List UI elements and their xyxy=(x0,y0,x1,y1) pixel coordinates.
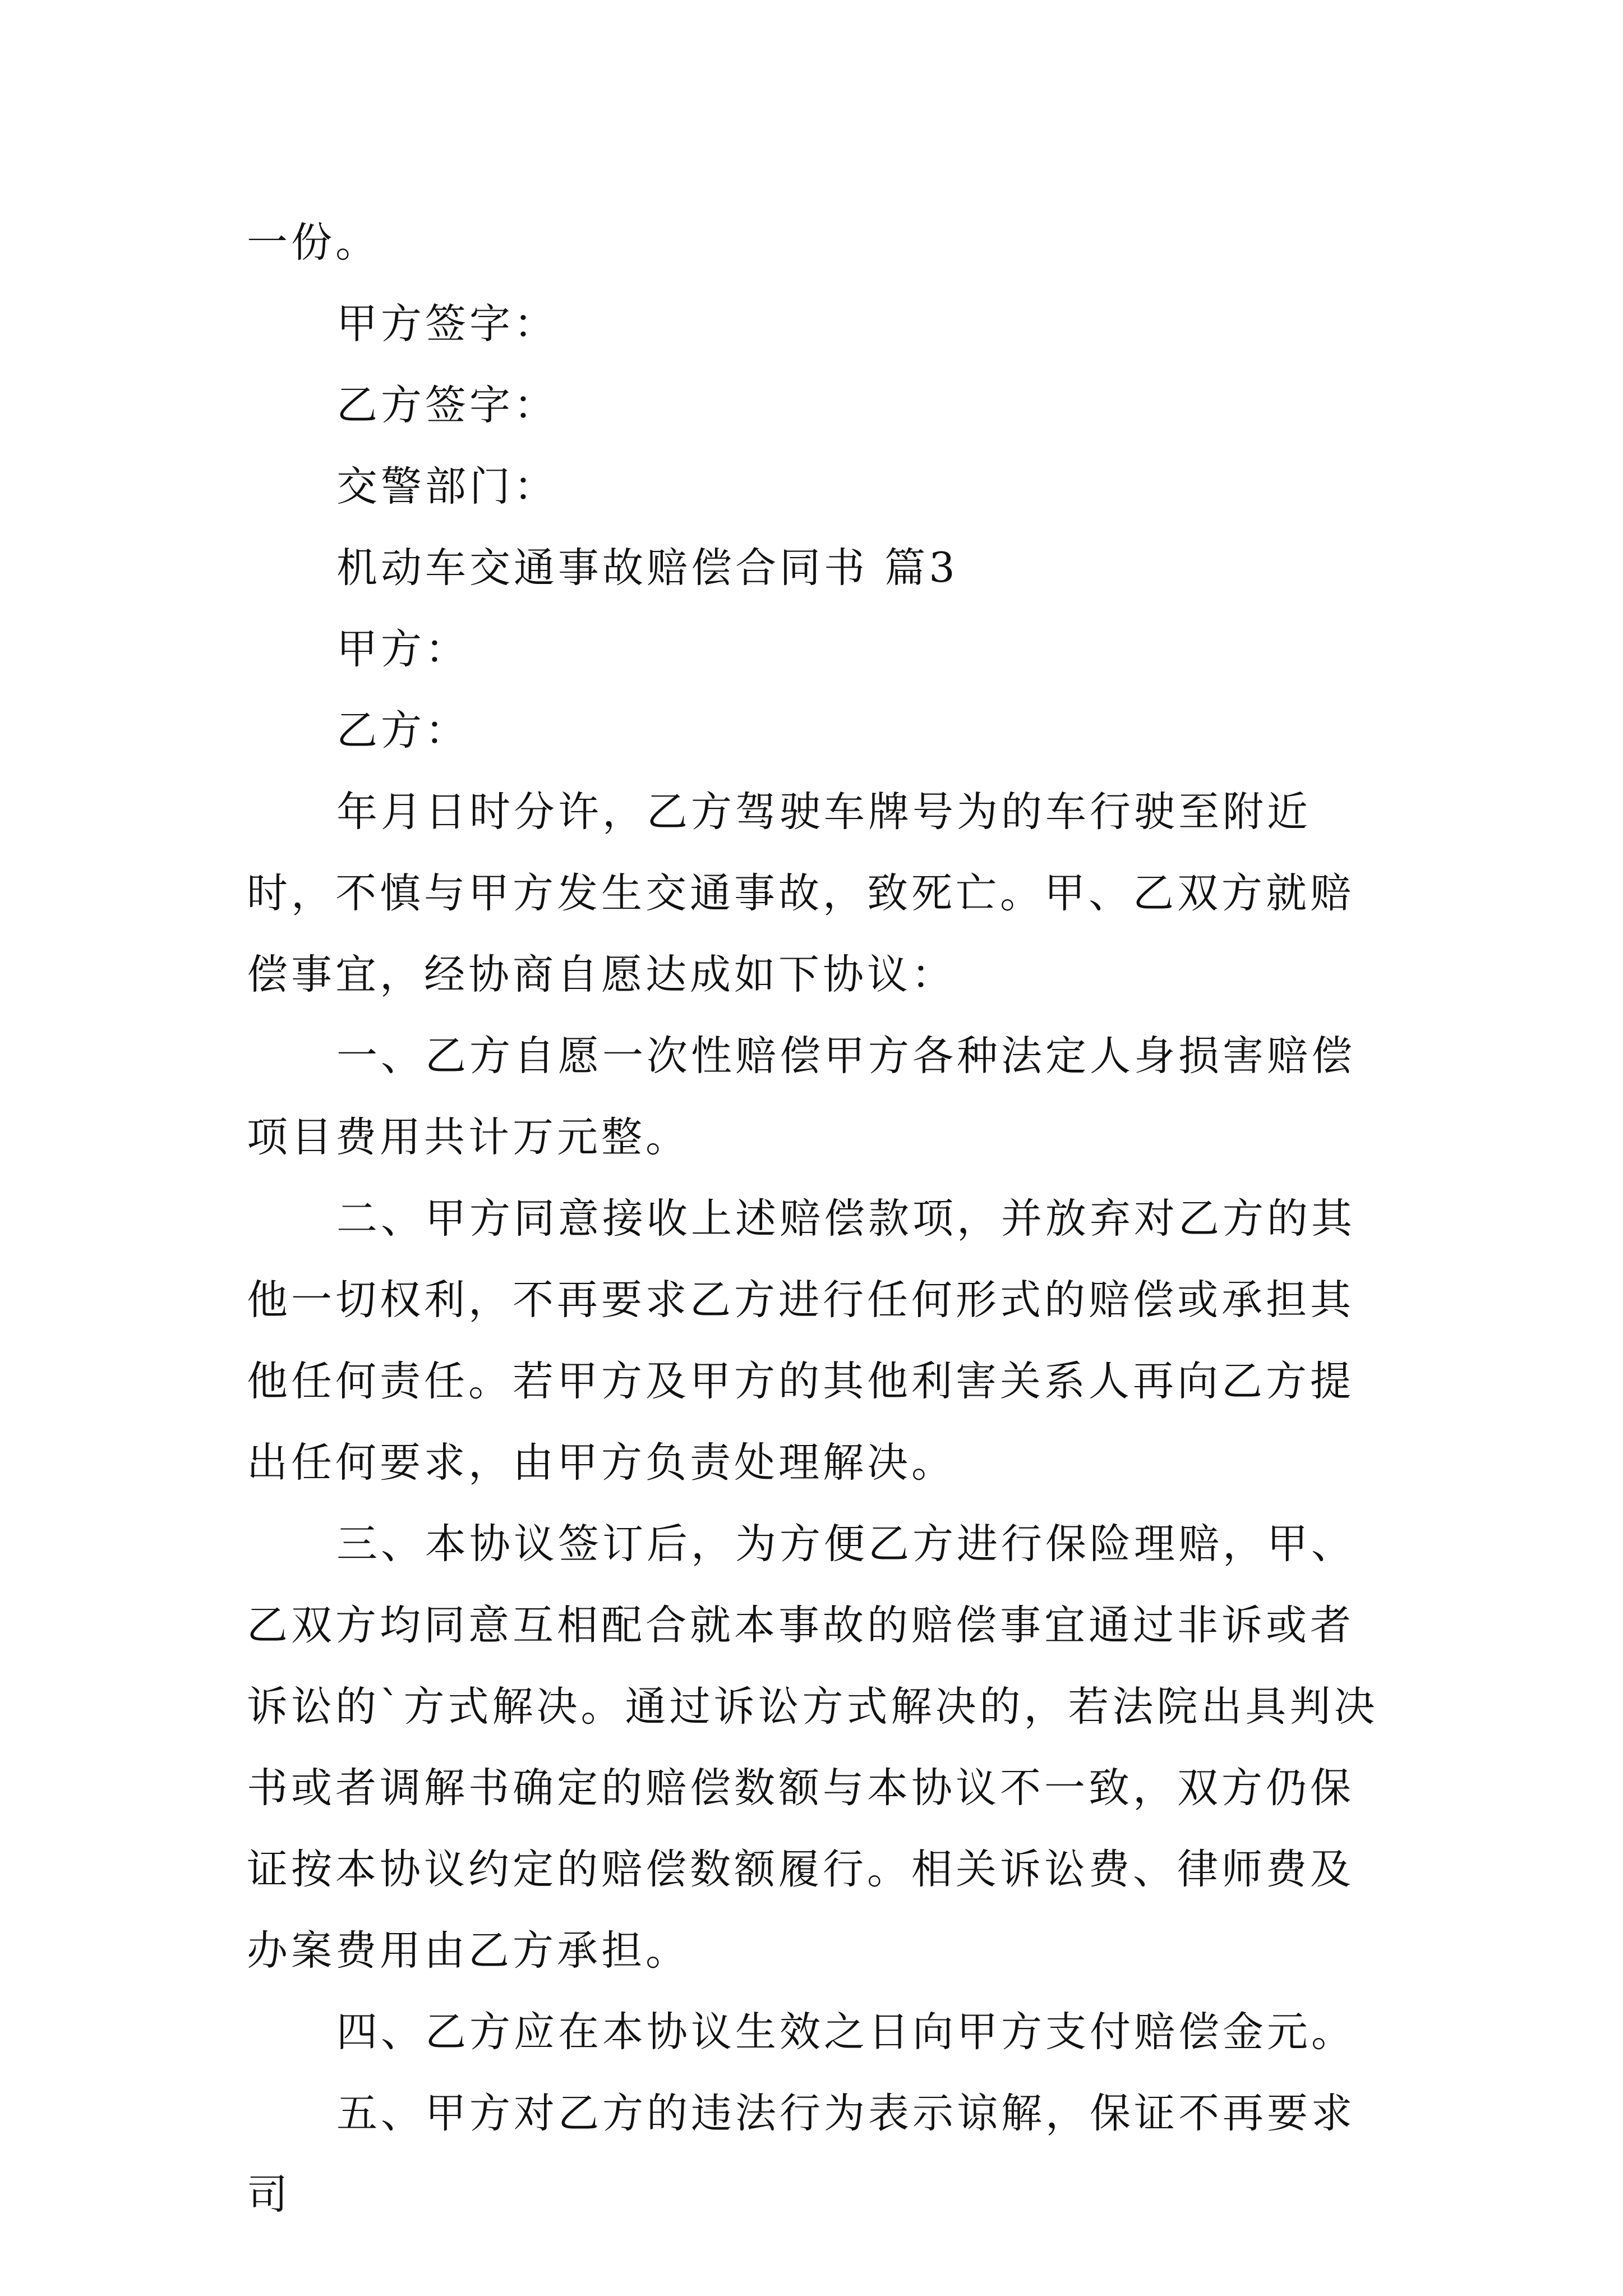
party-b-line: 乙方： xyxy=(336,707,469,754)
party-a-signature-line: 甲方签字： xyxy=(336,300,558,348)
document-body xyxy=(247,202,1391,2235)
clause-4: 四、乙方应在本协议生效之日向甲方支付赔偿金元。 xyxy=(336,2008,1355,2056)
paragraph-continuation: 一份。 xyxy=(247,219,380,266)
clause-3: 三、本协议签订后，为方便乙方进行保险理赔，甲、乙双方均同意互相配合就本事故的赔偿事宜通过非诉或者诉讼的`方式解决。通过诉讼方式解决的，若法院出具判决书或者调解书确定的赔偿数额与本协议不一致，双方仍保证按本协议约定的赔偿数额履行。相关诉讼费、律师费及办案费用由乙方承担。 xyxy=(247,1520,1378,1975)
traffic-police-line: 交警部门： xyxy=(336,463,558,510)
clause-1: 一、乙方自愿一次性赔偿甲方各种法定人身损害赔偿项目费用共计万元整。 xyxy=(247,1032,1355,1161)
party-b-signature-line: 乙方签字： xyxy=(336,381,558,429)
section-title: 机动车交通事故赔偿合同书 篇3 xyxy=(336,544,958,592)
clause-5: 五、甲方对乙方的违法行为表示谅解，保证不再要求司 xyxy=(247,2090,1355,2219)
clause-2: 二、甲方同意接收上述赔偿款项，并放弃对乙方的其他一切权利，不再要求乙方进行任何形式的赔偿或承担其他任何责任。若甲方及甲方的其他利害关系人再向乙方提出任何要求，由甲方负责处理解决。 xyxy=(247,1195,1355,1487)
paragraph-intro: 年月日时分许，乙方驾驶车牌号为的车行驶至附近时，不慎与甲方发生交通事故，致死亡。甲、乙双方就赔偿事宜，经协商自愿达成如下协议： xyxy=(247,788,1354,999)
party-a-line: 甲方： xyxy=(336,625,469,673)
